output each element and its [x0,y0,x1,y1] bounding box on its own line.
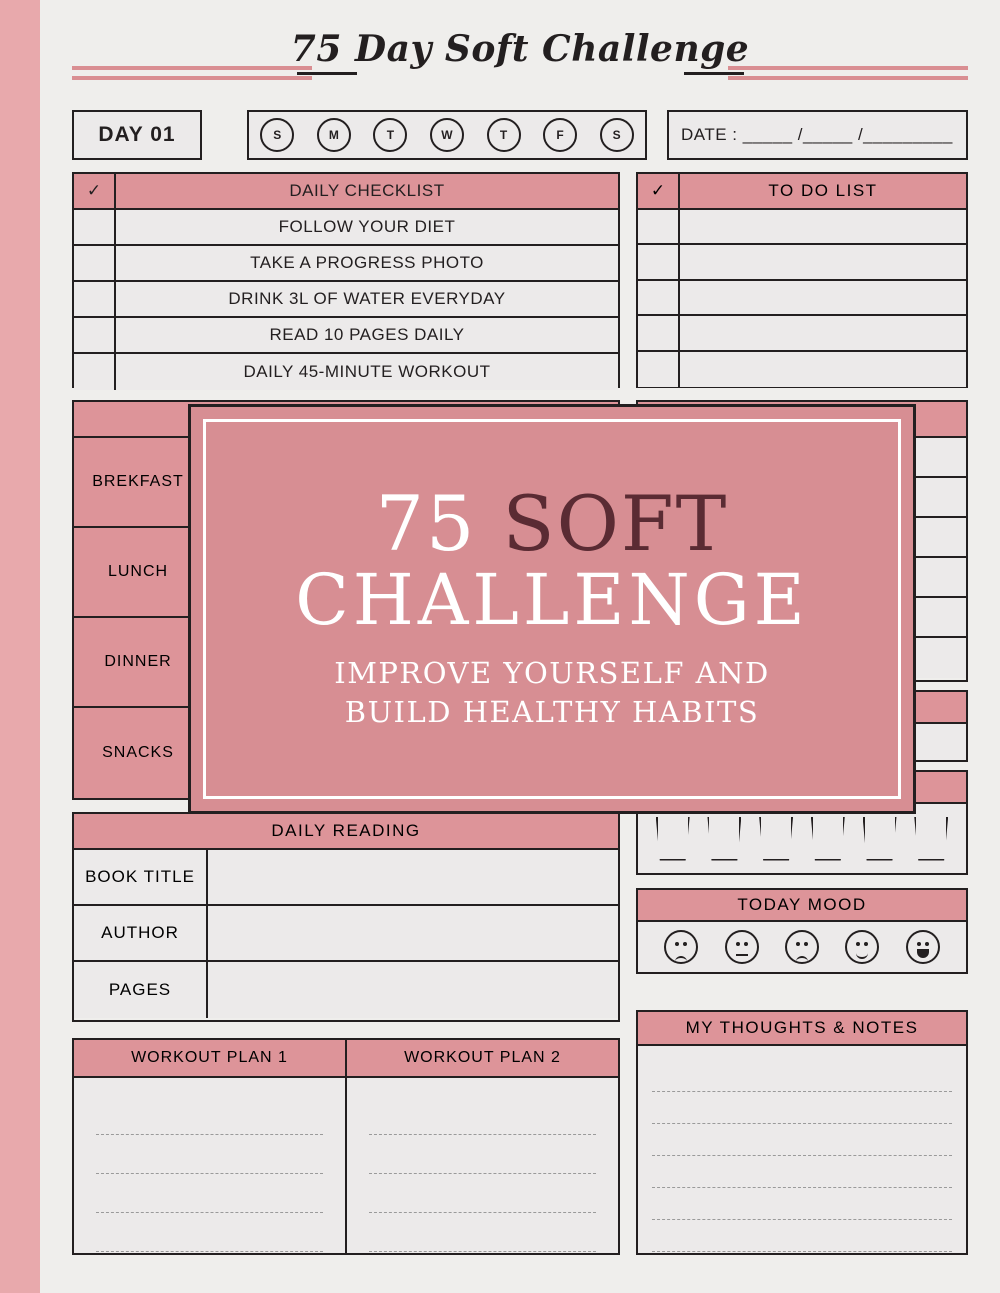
day-number-box: DAY 01 [72,110,202,160]
todo-header-row [638,174,966,210]
notes-body[interactable] [638,1046,966,1253]
mood-slight-smile-icon[interactable] [845,930,879,964]
reading-input-author[interactable] [208,906,618,960]
checklist-header-row [74,174,618,210]
cover-subtitle [334,654,770,732]
checklist-checkbox[interactable] [74,318,116,352]
check-icon: ✓ [638,174,680,208]
workout-line[interactable] [369,1135,596,1174]
meal-label-snacks: SNACKS [74,708,204,798]
water-glass-icon[interactable] [914,817,948,861]
mood-frown-icon[interactable] [664,930,698,964]
todo-input[interactable] [680,352,966,388]
checklist-item-label: READ 10 PAGES DAILY [116,318,618,352]
cover-overlay [188,404,916,814]
checklist-item-label: DRINK 3L OF WATER EVERYDAY [116,282,618,316]
todo-input[interactable] [680,210,966,244]
header-rule-dark-left [297,72,357,75]
note-line[interactable] [652,1124,952,1156]
checklist-row[interactable] [74,282,618,318]
note-line[interactable] [652,1220,952,1252]
mood-laugh-icon[interactable] [906,930,940,964]
mood-neutral-icon[interactable] [725,930,759,964]
todo-header-label: TO DO LIST [680,174,966,208]
page-title: 75 Day Soft Challenge [290,28,750,70]
note-line[interactable] [652,1156,952,1188]
weekday-circle-tue[interactable]: T [373,118,407,152]
workout-plan-1-header: WORKOUT PLAN 1 [74,1040,345,1078]
checklist-row[interactable] [74,210,618,246]
meal-label-breakfast: BREKFAST [74,438,204,526]
page-header [72,28,968,92]
cover-title-line-1 [375,479,729,569]
weekday-circle-mon[interactable]: M [317,118,351,152]
workout-plan-1-body[interactable] [74,1078,345,1253]
todo-row[interactable] [638,210,966,246]
header-rule-left-2 [72,76,312,80]
todo-input[interactable] [680,316,966,350]
weekday-circle-thu[interactable]: T [487,118,521,152]
note-line[interactable] [652,1060,952,1092]
checklist-checkbox[interactable] [74,282,116,316]
water-glass-icon[interactable] [863,817,897,861]
meal-label-dinner: DINNER [74,618,204,706]
todo-row[interactable] [638,245,966,281]
workout-line[interactable] [96,1096,323,1135]
checklist-item-label: DAILY 45-MINUTE WORKOUT [116,354,618,390]
weekday-circle-sun[interactable]: S [260,118,294,152]
checklist-header-label: DAILY CHECKLIST [116,174,618,208]
checklist-checkbox[interactable] [74,246,116,280]
workout-plan-2 [347,1040,618,1253]
daily-checklist [72,172,620,388]
mood-face-row [638,922,966,972]
todo-list [636,172,968,388]
todo-input[interactable] [680,281,966,315]
day-row [72,110,968,160]
meal-label-lunch: LUNCH [74,528,204,616]
workout-line[interactable] [96,1135,323,1174]
thoughts-and-notes [636,1010,968,1255]
water-glass-icon[interactable] [656,817,690,861]
workout-plan-2-body[interactable] [347,1078,618,1253]
todo-input[interactable] [680,245,966,279]
page-edge-strip [0,0,40,1293]
checklist-checkbox[interactable] [74,210,116,244]
workout-line[interactable] [369,1213,596,1252]
workout-plans [72,1038,620,1255]
reading-row[interactable] [74,850,618,906]
water-glass-row [638,804,966,873]
water-glass-icon[interactable] [811,817,845,861]
cover-soft-word: SOFT [502,479,729,569]
weekday-circle-wed[interactable]: W [430,118,464,152]
mood-header: TODAY MOOD [638,890,966,922]
todo-checkbox[interactable] [638,245,680,279]
cover-number: 75 [375,479,503,569]
header-rule-right-2 [728,76,968,80]
todo-row[interactable] [638,316,966,352]
check-icon: ✓ [74,174,116,208]
todo-checkbox[interactable] [638,210,680,244]
note-line[interactable] [652,1092,952,1124]
checklist-row[interactable] [74,318,618,354]
checklist-row[interactable] [74,246,618,282]
weekday-circle-fri[interactable]: F [543,118,577,152]
header-rule-dark-right [684,72,744,75]
todo-checkbox[interactable] [638,352,680,388]
workout-plan-2-header: WORKOUT PLAN 2 [347,1040,618,1078]
weekday-circle-sat[interactable]: S [600,118,634,152]
mood-sad-icon[interactable] [785,930,819,964]
daily-reading [72,812,620,1022]
note-line[interactable] [652,1188,952,1220]
reading-label-author: AUTHOR [74,906,208,960]
checklist-item-label: TAKE A PROGRESS PHOTO [116,246,618,280]
reading-header: DAILY READING [74,814,618,850]
water-glass-icon[interactable] [707,817,741,861]
checklist-row[interactable] [74,354,618,390]
todo-row[interactable] [638,281,966,317]
workout-line[interactable] [369,1096,596,1135]
todo-checkbox[interactable] [638,316,680,350]
water-glass-icon[interactable] [759,817,793,861]
reading-label-pages: PAGES [74,962,208,1018]
todo-checkbox[interactable] [638,281,680,315]
reading-input-book-title[interactable] [208,850,618,904]
workout-line[interactable] [96,1174,323,1213]
reading-row[interactable] [74,906,618,962]
reading-input-pages[interactable] [208,962,618,1018]
weekday-selector[interactable] [247,110,647,160]
reading-row[interactable] [74,962,618,1018]
workout-line[interactable] [369,1174,596,1213]
date-field[interactable]: DATE : _____ /_____ /_________ [667,110,968,160]
workout-plan-1 [74,1040,347,1253]
todo-row[interactable] [638,352,966,388]
planner-sheet [40,0,1000,1293]
checklist-item-label: FOLLOW YOUR DIET [116,210,618,244]
cover-title-line-2: CHALLENGE [295,559,809,642]
reading-label-book-title: BOOK TITLE [74,850,208,904]
today-mood [636,888,968,974]
cover-subtitle-line-2: BUILD HEALTHY HABITS [344,694,760,729]
cover-subtitle-line-1: IMPROVE YOURSELF AND [334,655,770,690]
cover-inner-frame [203,419,901,799]
notes-header: MY THOUGHTS & NOTES [638,1012,966,1046]
checklist-checkbox[interactable] [74,354,116,390]
workout-line[interactable] [96,1213,323,1252]
